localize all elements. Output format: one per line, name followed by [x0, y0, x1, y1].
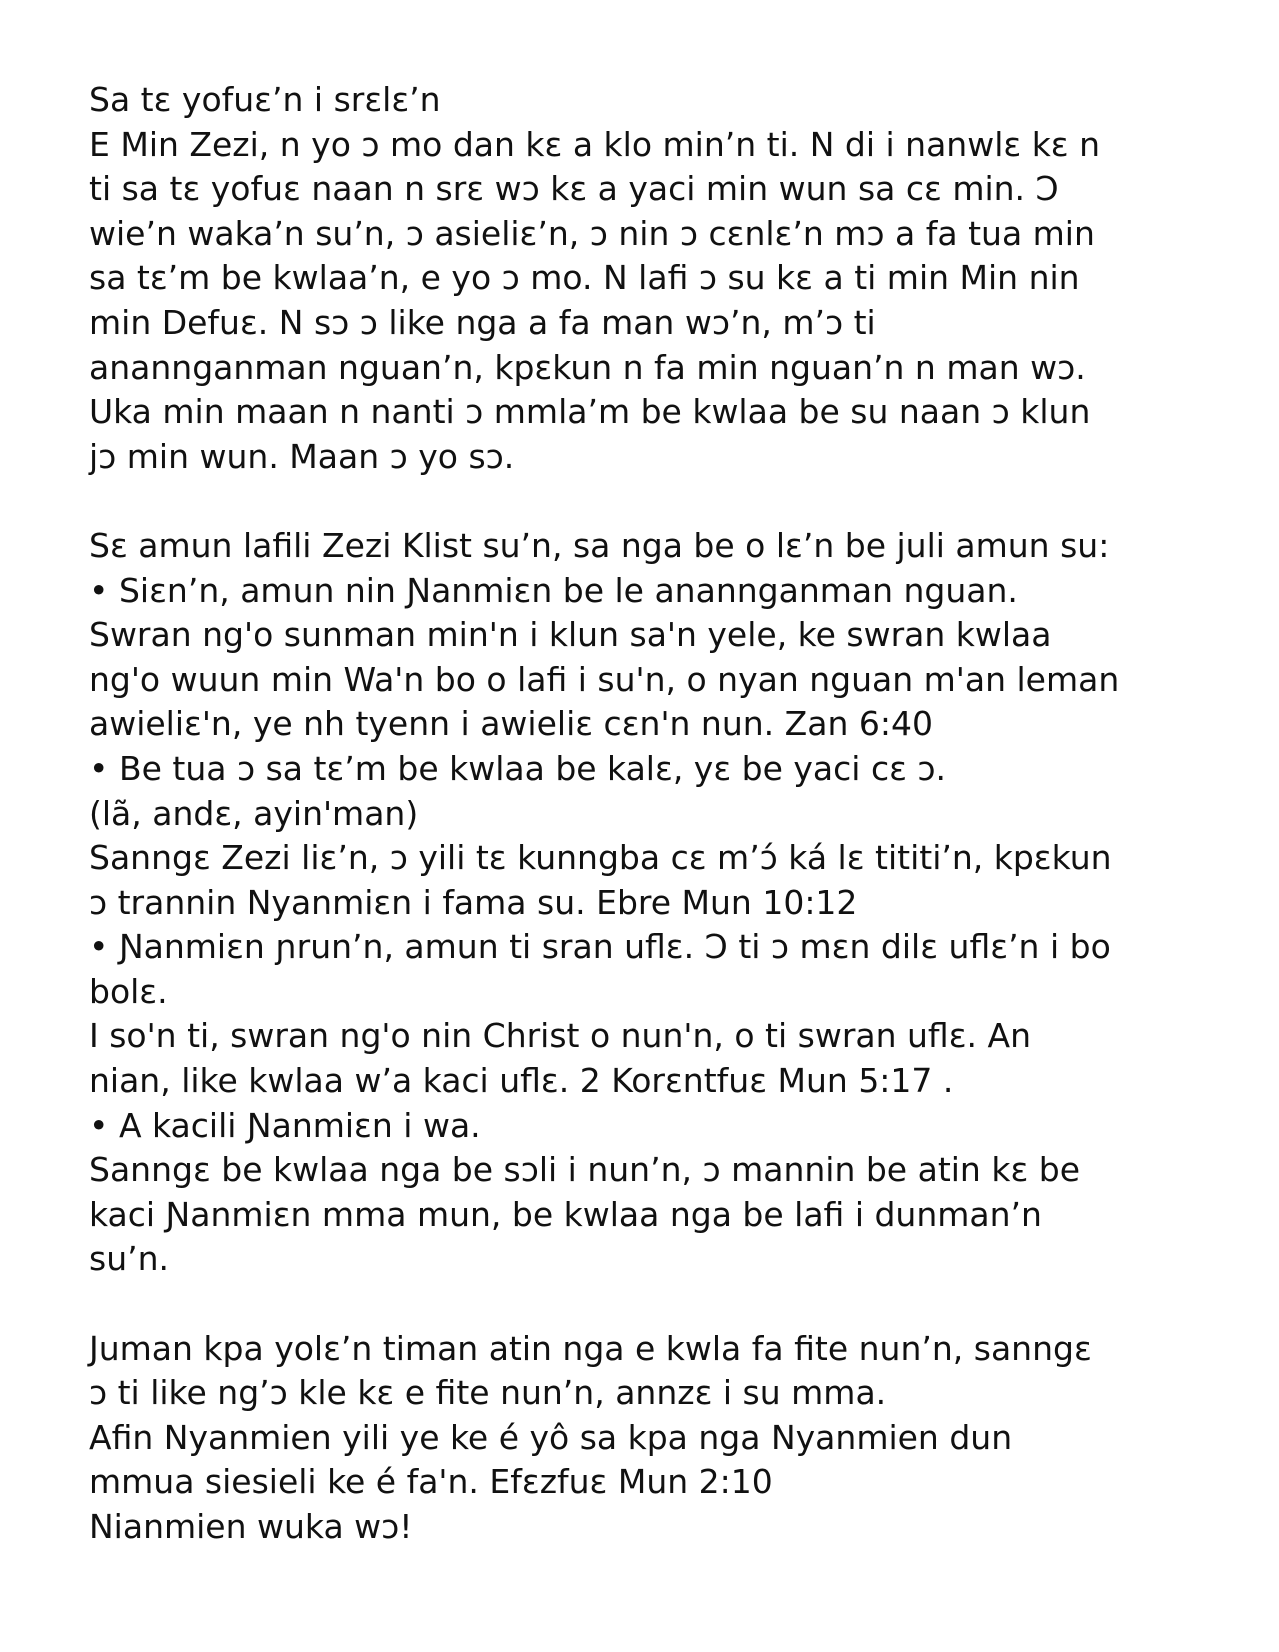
scripture-line: nian, like kwlaa w’a kaci uflɛ. 2 Korɛntfuɛ Mun 5:17 . — [89, 1061, 954, 1101]
paragraph-gap — [89, 479, 1209, 524]
paragraph-gap — [89, 1282, 1209, 1327]
prayer-line: anannganman nguan’n, kpɛkun n fa min nguan’n n man wɔ. — [89, 347, 1086, 387]
prayer-line: E Min Zezi, n yo ɔ mo dan kɛ a klo min’n ti. N di i nanwlɛ kɛ n — [89, 124, 1101, 164]
bullet-subline: (lã, andɛ, ayin'man) — [89, 793, 419, 833]
prayer-line: wie’n waka’n su’n, ɔ asieliɛ’n, ɔ nin ɔ cɛnlɛ’n mɔ a fa tua min — [89, 213, 1095, 253]
bullet-heading: • Be tua ɔ sa tɛ’m be kwlaa be kalɛ, yɛ be yaci cɛ ɔ. — [89, 748, 947, 788]
bullet-item-forgiveness — [89, 747, 1209, 925]
believers-intro: Sɛ amun lafili Zezi Klist su’n, sa nga be o lɛ’n be juli amun su: — [89, 525, 1110, 565]
scripture-line: Sanngɛ be kwlaa nga be sɔli i nun’n, ɔ mannin be atin kɛ be — [89, 1150, 1081, 1190]
prayer-title: Sa tɛ yofuɛ’n i srɛlɛ’n — [89, 80, 441, 119]
scripture-line: su’n. — [89, 1239, 170, 1279]
closing-line: mmua siesieli ke é fa'n. Efɛzfuɛ Mun 2:10 — [89, 1462, 773, 1502]
prayer-section — [89, 78, 1209, 479]
closing-blessing: Nianmien wuka wɔ! — [89, 1507, 413, 1546]
scripture-line: awieliɛ'n, ye nh tyenn i awieliɛ cɛn'n nun. Zan 6:40 — [89, 704, 933, 744]
bullet-item-child-of-god — [89, 1104, 1209, 1282]
prayer-line: ti sa tɛ yofuɛ naan n srɛ wɔ kɛ a yaci min wun sa cɛ min. Ɔ — [89, 169, 1059, 209]
prayer-line: Uka min maan n nanti ɔ mmla’m be kwlaa be su naan ɔ klun — [89, 392, 1091, 432]
bullet-heading: • Siɛn’n, amun nin Ɲanmiɛn be le anannganman nguan. — [89, 570, 1018, 610]
scripture-line: kaci Ɲanmiɛn mma mun, be kwlaa nga be lafi i dunman’n — [89, 1194, 1042, 1234]
bullet-heading: • Ɲanmiɛn ɲrun’n, amun ti sran uflɛ. Ɔ ti ɔ mɛn dilɛ uflɛ’n i bo — [89, 927, 1111, 967]
closing-line: Afin Nyanmien yili ye ke é yô sa kpa nga Nyanmien dun — [89, 1417, 1013, 1457]
scripture-line: ɔ trannin Nyanmiɛn i fama su. Ebre Mun 10:12 — [89, 882, 858, 922]
closing-section — [89, 1327, 1209, 1550]
scripture-line: Swran ng'o sunman min'n i klun sa'n yele, ke swran kwlaa — [89, 615, 1052, 655]
prayer-line: jɔ min wun. Maan ɔ yo sɔ. — [89, 436, 515, 476]
bullet-heading: • A kacili Ɲanmiɛn i wa. — [89, 1105, 481, 1145]
document-page — [89, 78, 1209, 1550]
prayer-line: sa tɛ’m be kwlaa’n, e yo ɔ mo. N lafi ɔ su kɛ a ti min Min nin — [89, 258, 1080, 298]
bullet-heading-continued: bolɛ. — [89, 971, 168, 1011]
bullet-item-new-creation — [89, 925, 1209, 1103]
prayer-line: min Defuɛ. N sɔ ɔ like nga a fa man wɔ’n, m’ɔ ti — [89, 302, 876, 342]
believers-section — [89, 524, 1209, 1282]
scripture-line: ng'o wuun min Wa'n bo o lafi i su'n, o nyan nguan m'an leman — [89, 659, 1120, 699]
closing-line: ɔ ti like ng’ɔ kle kɛ e fite nun’n, annzɛ i su mma. — [89, 1373, 887, 1413]
scripture-line: Sanngɛ Zezi liɛ’n, ɔ yili tɛ kunngba cɛ m’ɔ́ ká lɛ tititi’n, kpɛkun — [89, 838, 1112, 878]
scripture-line: I so'n ti, swran ng'o nin Christ o nun'n, o ti swran uflɛ. An — [89, 1016, 1032, 1056]
closing-line: Juman kpa yolɛ’n timan atin nga e kwla fa fite nun’n, sanngɛ — [89, 1328, 1092, 1368]
bullet-item-eternal-life — [89, 569, 1209, 747]
